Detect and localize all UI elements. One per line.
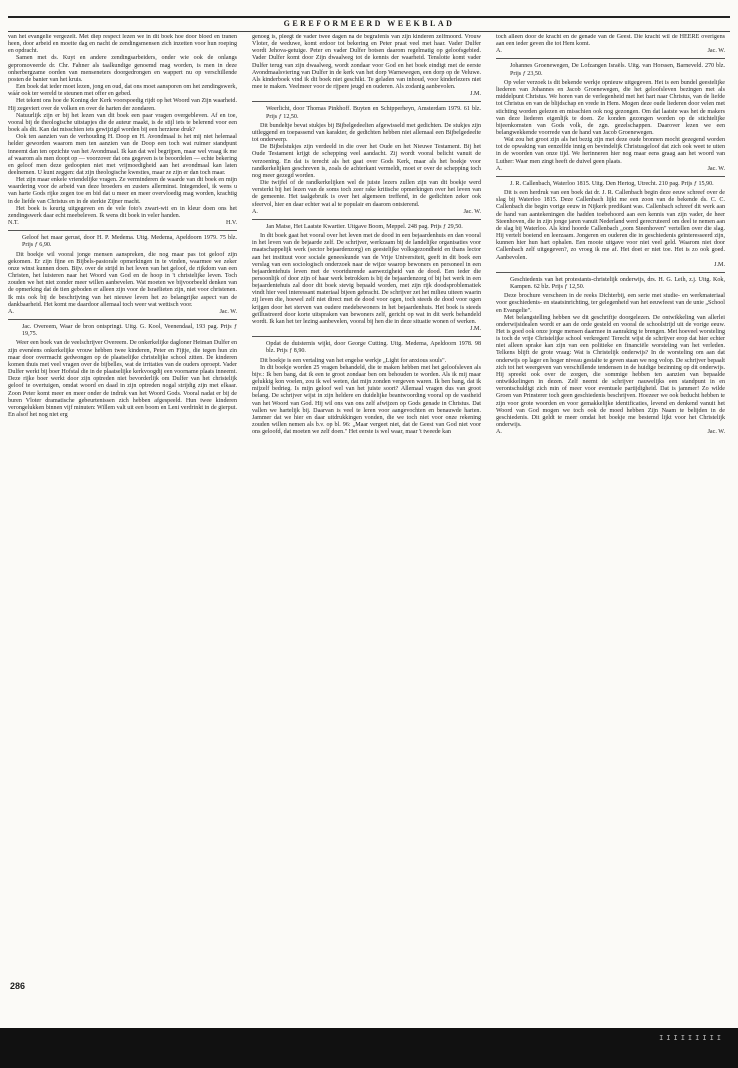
paragraph: Deze brochure verscheen in de reeks Dichterbij, een serie met studie- en werkmateriaal voor geschiedenis- en staatsinrichting, ter gelegenheid van het eeuwfeest van de unie „School en Evangelie". xyxy=(496,293,725,314)
paragraph: Met belangstelling hebben we dit geschriftje doorgelezen. De ontwikkeling van allerlei onderwijsidealen wordt er aan de orde gesteld en vooral de schoolstrijd uit de vorige eeuw. Het is goed ook onze jonge mensen daarmee in aanraking te brengen. Met hoeveel worsteling is toch de vrije Christelijke school verkregen! Terecht wijst de schrijver erop dat hier echter niet alleen sprake kan zijn van een politieke en financiële worsteling van het verleden. Telkens blijft de grote vraag: Wat is Christelijk onderwijs? In de worsteling om aan dat onderwijs op lager en hoger niveau gestalte te geven staan we nog volop. De schrijver bepaalt zich tot het weergeven van verschillende tendensen in de huidige bezinning op dit onderwijs. Hij spreekt ook over de zorgen, die sommige hebben ten aanzien van bepaalde ontwikkelingen in dezen. Zelf neemt de schrijver nauwelijks een standpunt in en verontschuldigt zich min of meer voor eventuele partijdigheid. Dat is jammer! Zo wilde Groen van Prinsterer toch geen geschiedenis beschrijven. Hoezeer we ook beducht hebben te zijn voor grote woorden en voor gemakkelijke identificaties, levend en denkend vanuit het Woord van God mogen we toch ook de moed hebben Zijn Naam te belijden in de geschiedenis. Dit geldt te meer omdat het boekje me bestemd lijkt voor het Christelijk onderwijs. xyxy=(496,314,725,429)
review-signature xyxy=(8,309,237,316)
column-1 xyxy=(8,34,237,944)
signature-right: Jac. W. xyxy=(707,429,725,436)
column-2 xyxy=(252,34,481,944)
paragraph: Natuurlijk zijn er bij het lezen van dit boek een paar vragen overgebleven. Af en toe, vooral bij de theologische uitstapjes die de auteur maakt, is de stijl iets te belerend voor een boek als dit. Kan dat misschien iets gewijzigd worden bij een herziene druk? xyxy=(8,112,237,134)
review-signature xyxy=(496,48,725,55)
review-heading: J. R. Callenbach, Waterloo 1815. Uitg. Den Hertog, Utrecht. 210 pag. Prijs ƒ 15,90. xyxy=(510,180,714,187)
paragraph: De Bijbelstukjes zijn verdeeld in die over het Oude en het Nieuwe Testament. Bij het Oude Testament krijgt de schepping veel aandacht. Zij wordt vooral belicht vanuit de verzoening. En dat is terecht als het gaat over Gods Kerk, maar als het boekje voor randkerkelijken geschreven is, zoals de achterkant vermeldt, moet er over de schepping toch nog meer gezegd worden. xyxy=(252,144,481,179)
review-heading: Jac. Overeem, Waar de bron ontspringt. Uitg. G. Kool, Veenendaal, 193 pag. Prijs ƒ 19,75. xyxy=(22,324,237,338)
signature-right: Jac. W. xyxy=(219,308,237,315)
header-rule xyxy=(8,16,730,18)
signature-right: J.M. xyxy=(470,326,481,333)
review-signature xyxy=(496,429,725,436)
paragraph: Dit boekje is een vertaling van het engelse werkje „Light for anxious souls". xyxy=(260,357,447,364)
review-heading: Geloof het maar gerust, door H. P. Medema. Uitg. Medema, Apeldoorn 1979. 75 blz. Prijs ƒ 6,90. xyxy=(22,235,237,249)
paragraph: Die twijfel of de randkerkelijken wel de juiste lezers zullen zijn van dit boekje werd versterkt bij het lezen van de soms toch zeer rake kritische opmerkingen over het leven van de gemeente. Het taalgebruik is over het algemeen treffend, in de gedichten zeker ook sfeervol, hier en daar echter wat al te populair en daarom ontsierend. xyxy=(252,180,481,208)
paragraph: van het evangelie vergezelt. Met diep respect lezen we in dit boek hoe door bloed en tranen heen, door arbeid en moeite dag en nacht de zendingsmensen zich inzetten voor hun roeping en opdracht. xyxy=(8,34,237,55)
review-divider xyxy=(496,176,725,177)
paragraph: Dit is een herdruk van een boek dat dr. J. R. Callenbach begin deze eeuw schreef over de slag bij Waterloo 1815. Deze Callenbach lijkt me een zoon van de bekende ds. C. C. Callenbach die begin vorige eeuw in Nijkerk predikant was. Callenbach schreef dit werk aan de hand van aantekeningen die hadden toebehoord aan een kennis van zijn vader, de heer Steenhoven, die in zijn jonge jaren vanuit Nederland werd gerecruteerd om deel te nemen aan de slag bij Waterloo. Als kind hoorde Callenbach „oom Steenhoven" vertellen over die slag. Hij vertelt boeiend en leerzaam. Jongeren en ouderen die in geschiedenis geïnteresseerd zijn, kunnen hier hun hart ophalen. Een mooie uitgave voor niet veel geld. Waarom niet door Callenbach zelf uitgegeven?, zo vroeg ik me af. Het doet er niet toe. Het is zo ook goed. Aanbevolen. xyxy=(496,190,725,261)
column-3 xyxy=(496,34,725,944)
signature-left: A. xyxy=(8,308,14,315)
magazine-title: GEREFORMEERD WEEKBLAD xyxy=(283,19,455,28)
paragraph: Het zijn maar enkele vriendelijke vragen. Ze verminderen de waarde van dit boek en mijn waardering voor de arbeid van deze broeders en zusters allerminst. Integendeel, ik wens u van harte Gods rijke zegen toe en bid dat u meer en meer overvloedig mag worden, krachtig in de liefde van Christus en in de sterkte Zijner macht. xyxy=(8,177,237,205)
scan-bottom-band xyxy=(0,1028,738,1068)
paragraph: Dit bundeltje bevat stukjes bij Bijbelgedeelten afgewisseld met gedichten. De stukjes zijn uitleggend en toepassend van karakter, de gedichten hebben niet allemaal een Bijbelgedeelte tot onderwerp. xyxy=(252,122,481,144)
paragraph: In dit boek gaat het vooral over het leven met de dood in een bejaardenhuis en dan vooral in het leven van de bejaarde zelf. De schrijver, werkzaam bij de landelijke organisaties voor maatschappelijk werk (sector bejaardenzorg) en geestelijke volksgezondheid en thans lector aan het instituut voor sociale geneeskunde van de Vrije Universiteit, geeft in dit boek een verslag van een sociologisch onderzoek naar de wijze waarop bewoners en personeel in een bejaardentehuis leven met de voortdurende aanwezigheid van de dood. Een ieder die persoonlijk of door zijn of haar werk betrokken is bij de bejaardenzorg of bij het werk in een bejaardentehuis zal door dit boek stevig bepaald worden, met zijn rijk doodsproblematiek vindt hier veel interessant materiaal bijeen gebracht. De schrijver zet het milieu uiteen waarin zij leven die, hoewel zelf niet direct met de dood voor ogen, toch steeds de dood voor ogen krijgen door het sterven van oudere medebewoners in het bejaardenhuis. Het boek is steeds geïllustreerd door korte uitspraken van bewoners zelf, gericht op wat in dit werk behandeld wordt. Ik kan het ter lezing aanbevelen, vooral bij hen die in deze situatie wonen of werken. xyxy=(252,233,481,325)
signature-left: N.T. xyxy=(8,220,19,227)
paragraph: genoeg is, pleegt de vader twee dagen na de begrafenis van zijn kinderen zelfmoord. Vrouw Vloter, de weduwe, komt erdoor tot bekering en Peter praat veel met haar. Vader Dulfer wordt Jehova-getuige. Peter en vader Dulfer botsen daarom regelmatig op geloofsgebied. Vader Dulfer komt door Zijn dwaalweg tot de kennis der waarheid. Tenslotte komt vader Dulfer terug van zijn dwaalweg, wordt zondaar voor God en het boek eindigt met de eerste Avondmaalsviering van Dulfer in de kerk van het dorp Warnewegen, een dorp op de Veluwe. Als kinderboek vind ik dit boek niet geschikt. Te geladen van inhoud, voor kinderlezers niet mee te maken. Veelmeer voor de rijpere jeugd en ouderen. Als zodanig aanbevolen. xyxy=(252,34,481,91)
scan-ticks: IIIIIIIII xyxy=(659,1034,724,1042)
signature-left: A. xyxy=(496,165,502,172)
signature-right: J.M. xyxy=(470,91,481,98)
signature-left: A. xyxy=(496,48,502,55)
paragraph: toch alleen door de kracht en de genade van de Geest. Die kracht wil de HEERE overigens aan een ieder geven die tot Hem komt. xyxy=(496,34,725,48)
review-divider xyxy=(496,58,725,59)
page-number: 286 xyxy=(10,981,26,991)
review-divider xyxy=(8,230,237,231)
paragraph: In dit boekje worden 25 vragen behandeld, die te maken hebben met het geloofsleven als bijv.: Ik ben bang, dat ik een te groot zondaar ben om behouden te worden. Als ik mij maar gelukkig kon voelen, zou ik wel weten, dat mijn zonden vergeven waren. Ik ben bang, dat ik mijzelf bedrieg. Is mijn geloof wel van het juiste soort? Allemaal vragen dus van groot belang. De schrijver wijst in zijn heldere en duidelijke beantwoording vooral op de vastheid van het Woord van God. Hij wil ons van ons zelf afwijzen op Gods genade in Christus. Dat vallen we hartelijk bij. Daarvan is veel te leren voor aangevochten en benauwde harten. Jammer dat we hier en daar uitdrukkingen vonden, die we toch niet voor onze rekening zouden willen nemen als b.v. op bl. 96: „Maar vergeet niet, dat de Geest van God niet voor ons geloofd, dat moeten we zelf doen." Het eerste is wel waar, maar 't tweede kan xyxy=(252,364,481,436)
review-signature xyxy=(252,91,481,98)
paragraph: Het tekent ons hoe de Koning der Kerk voorspoedig rijdt op het Woord van Zijn waarheid. Hij zegeviert over de volken en over de harten der zondaren. xyxy=(8,98,237,112)
paragraph: Samen met ds. Kuyt en andere zendingsarbeiders, onder wie ook de onlangs gepromoveerde dr. Chr. Fahner als taalkundige genoemd mag worden, is men in deze onherbergzame oorden van menseneters doorgedrongen en wappert nu op verschillende posten de banier van het kruis. xyxy=(8,55,237,83)
review-divider xyxy=(252,219,481,220)
review-heading: Johannes Groenewegen, De Lofzangen Israëls. Uitg. van Horssen, Barneveld. 270 blz. Prijs ƒ 23,50. xyxy=(510,63,725,77)
review-divider xyxy=(252,336,481,337)
header-rule-thin xyxy=(8,31,730,32)
review-divider xyxy=(8,319,237,320)
signature-left: A. xyxy=(496,429,502,436)
signature-right: J.M. xyxy=(714,261,725,268)
review-signature xyxy=(252,209,481,216)
paragraph: Op veler verzoek is dit bekende werkje opnieuw uitgegeven. Het is een bundel geestelijke liederen van Johannes en Jacob Groenewegen, die het geloofsleven bezingen met als middelpunt Christus. We horen van de verlegenheid met het hart naar Christus, van de liefde tot Christus en van de blijdschap en vrede in Hem. Mogen deze oude liederen door velen met stichting worden gelezen en misschien ook nog gezongen. Om dat laatste was het de makers van deze liederen eigenlijk te doen. Ze konden gezongen worden op de stichtelijke bijeenkomsten van Gods volk, de zgn. gezelschappen. Daarover lezen we een belangwekkende voorrede van de hand van Jacob Groenewegen. xyxy=(496,79,725,136)
review-signature xyxy=(496,262,725,269)
paragraph: Een boek dat ieder moet lezen, jong en oud, dat ons moet aansporen om het zendingswerk, wáár ook ter wereld te steunen met offer en gebed. xyxy=(8,84,237,98)
signature-left: A. xyxy=(252,208,258,215)
review-divider xyxy=(252,101,481,102)
signature-right: Jac. W. xyxy=(707,165,725,172)
review-heading: Jan Matse, Het Laatste Kwartier. Uitgave Boom, Meppel. 248 pag. Prijs ƒ 29,50. xyxy=(266,223,463,230)
review-heading: Opdat de duisternis wijkt, door George Cutting. Uitg. Medema, Apeldoorn 1978. 98 blz. Prijs ƒ 8,90. xyxy=(266,341,481,355)
paragraph: Het boek is keurig uitgegeven en de vele foto's zwart-wit en in kleur doen ons het zendingswerk daar echt meebeleven. Ik wens dit boek in veler handen. xyxy=(8,205,237,219)
review-signature xyxy=(8,220,237,227)
review-heading: Weerlicht, door Thomas Pinkhoff. Buyten en Schipperheyn, Amsterdam 1979. 61 blz. Prijs ƒ 12,50. xyxy=(266,106,481,120)
review-signature xyxy=(252,326,481,333)
paragraph: Wat zou het groot zijn als het bezig zijn met deze oude bronnen mocht gezegend worden tot de opwaking van eenzelfde innig en bevindelijk Christusgeloof dat zich ook weet te uiten in de woorden van onze tijd. We herinneren hier nog maar eens graag aan het woord van Luther: Waar men zingt heeft de duivel geen plaats. xyxy=(496,137,725,165)
signature-right: Jac. W. xyxy=(463,208,481,215)
review-signature xyxy=(496,166,725,173)
review-heading: Geschiedenis van het protestants-christelijk onderwijs, drs. H. G. Leih, z.j. Uitg. Kok, Kampen. 62 blz. Prijs ƒ 12,50. xyxy=(510,276,725,291)
paragraph: Weer een boek van de veelschrijver Overeem. De onkerkelijke dagloner Heiman Dulfer en zijn evenéens onkerkelijke vrouw hebben twee kinderen, Peter en Fijtje, die tegen hun zin maar door overmacht gedwongen op de plaatselijke christelijke school zitten. De kinderen komen thuis met veel vragen over de bijbelles, wat de irritaties van de ouders oproept. Vader Dulfer werkt bij boer Hofstal die in de plaatselijke kerkvoogdij een voorname plaats inneemt. Deze rijke boer werkt door zijn optreden niet bevorderlijk om Dulfer van het christelijk geloof te overtuigen, omdat woord en daad in zijn optreden nogal strijdig zijn met elkaar. Zoon Peter komt meer en meer onder de indruk van het Woord Gods. Vooral nadat er bij de buren Vloter dramatische gebeurtenissen zich hebben afgespeeld. Hun twee kinderen verongelukken binnen vijf minuten: Willem valt uit een boom en Leni verdrinkt in de gierput. En alsof het nog niet erg xyxy=(8,340,237,418)
signature-right: H.V. xyxy=(225,220,237,227)
paragraph: Ook ten aanzien van de verhouding H. Doop en H. Avondmaal is het mij niet helemaal helder geworden waarom men ten aanzien van de Doop een toch wat ruimer standpunt inneemt dan ten opzichte van het Avondmaal. Ik kan dat wel begrijpen, maar wel vraag ik me af waarom als men doopt op — voorzover dat ons gegeven is te beoordelen — echte bekering en geloof men deze gedoopten niet met vrijmoedigheid aan het avondmaal kan laten deelnemen. U kunt zeggen: dat zijn theologische kwesties, maar ze zijn er dan toch maar. xyxy=(8,134,237,176)
paragraph: Dit boekje wil vooral jonge mensen aanspreken, die nog maar pas tot geloof zijn gekomen. Er zijn fijne en Bijbels-pastorale opmerkingen in te vinden, waarmee we zeker onze winst kunnen doen. Bijv. over de strijd in het leven van het geloof, de rijkdom van een Christen, het luisteren naar het Woord van God en de hoop in 't christelijke leven. Toch zouden we het niet zonder meer willen aanbevelen. Wat moeten we bijvoorbeeld denken van de opmerking dat de tien geboden er alleen zijn voor de Israëlieten zijn, niet voor christenen. Ik mis ook bij de beschrijving van het nieuwe leven het zo belangrijke aspect van de dankbaarheid. Het komt me daardoor allemaal toch weer wat wettisch voor. xyxy=(8,251,237,308)
review-divider xyxy=(496,272,725,273)
signature-right: Jac. W. xyxy=(707,48,725,55)
